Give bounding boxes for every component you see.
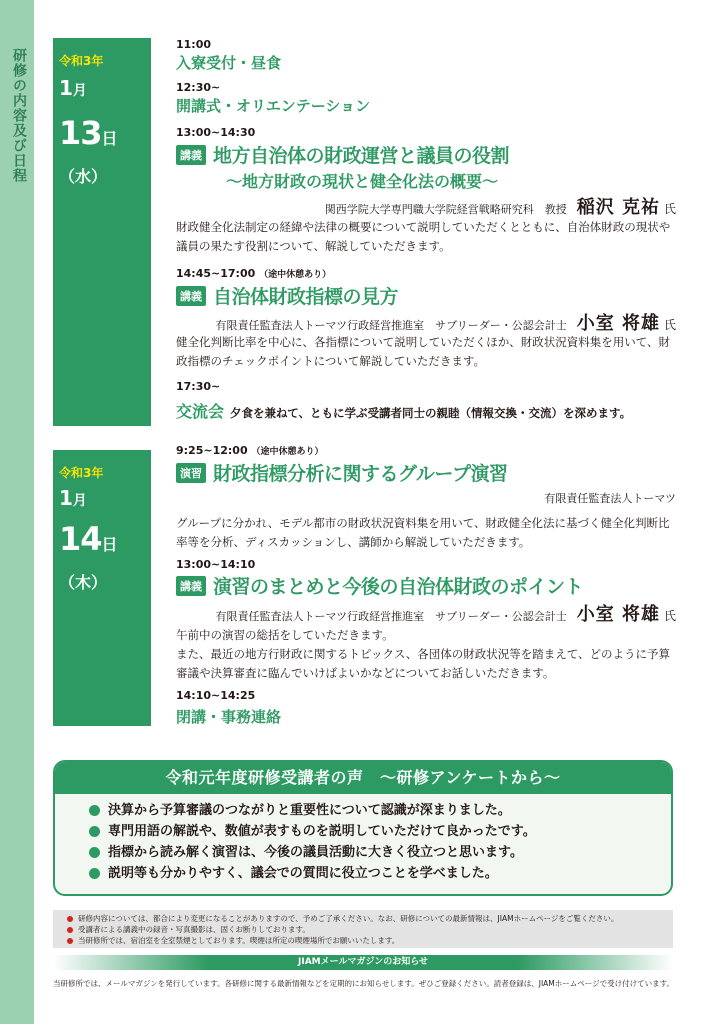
day2-schedule bbox=[176, 444, 676, 726]
speaker-name: 小室 将雄 bbox=[576, 604, 660, 625]
time-slot: 14:10~14:25 bbox=[176, 689, 256, 702]
speaker-organization: 有限責任監査法人トーマツ bbox=[544, 492, 676, 505]
honorific: 氏 bbox=[663, 318, 676, 332]
note-item: 当研修所では、宿泊室を全室禁煙としております。喫煙は所定の喫煙場所でお願いいたします。 bbox=[67, 935, 673, 946]
session-type-badge: 講義 bbox=[176, 145, 206, 165]
speaker-affiliation: 関西学院大学専門職大学院経営戦略研究科 教授 bbox=[324, 203, 567, 216]
list-item: 説明等も分かりやすく、議会での質問に役立つことを学べました。 bbox=[89, 863, 671, 884]
notes-box bbox=[53, 910, 673, 948]
day-month: 1月 bbox=[59, 76, 87, 100]
magazine-title: JIAMメールマガジンのお知らせ bbox=[53, 955, 673, 970]
day-era: 令和3年 bbox=[59, 54, 104, 68]
honorific: 氏 bbox=[663, 202, 676, 216]
day-month: 1月 bbox=[59, 486, 87, 510]
session-title: 演習のまとめと今後の自治体財政のポイント bbox=[213, 576, 584, 598]
bullet-icon bbox=[67, 938, 73, 944]
day-band-14 bbox=[53, 450, 151, 726]
item-heading: 閉講・事務連絡 bbox=[176, 708, 282, 726]
speaker-affiliation: 有限責任監査法人トーマツ行政経営推進室 サブリーダー・公認会計士 bbox=[215, 319, 567, 332]
magazine-text: 当研修所では、メールマガジンを発行しています。各研修に関する最新情報などを定期的にお知らせします。ぜひご登録ください。読者登録は、JIAMホームページで受け付けています。 bbox=[53, 979, 675, 988]
note-item: 研修内容については、都合により変更になることがありますので、予めご了承ください。なお、研修についての最新情報は、JIAMホームページをご覧ください。 bbox=[67, 913, 673, 924]
list-item: 専門用語の解説や、数値が表すものを説明していただけて良かったです。 bbox=[89, 821, 671, 842]
section-title: 研修の内容及び日程 bbox=[11, 48, 27, 183]
day-era: 令和3年 bbox=[59, 466, 104, 480]
voices-list bbox=[55, 794, 671, 884]
speaker-line bbox=[325, 193, 676, 219]
time-slot: 13:00~14:10 bbox=[176, 558, 256, 571]
participant-voices bbox=[53, 760, 673, 896]
item-heading: 入寮受付・昼食 bbox=[176, 54, 282, 72]
speaker-line bbox=[215, 600, 676, 626]
social-event-text: 夕食を兼ねて、ともに学ぶ受講者同士の親睦（情報交換・交流）を深めます。 bbox=[230, 406, 632, 420]
time-slot: 11:00 bbox=[176, 38, 212, 51]
bullet-icon bbox=[89, 847, 100, 858]
day1-schedule bbox=[176, 38, 676, 426]
session-title: 自治体財政指標の見方 bbox=[213, 286, 399, 308]
session-heading bbox=[176, 282, 398, 309]
social-event bbox=[176, 399, 631, 422]
day-band-13 bbox=[53, 38, 151, 426]
session-type-badge: 演習 bbox=[176, 463, 206, 483]
voices-title: 令和元年度研修受講者の声 ～研修アンケートから～ bbox=[55, 762, 671, 794]
note-item: 受講者による講義中の録音・写真撮影は、固くお断りしております。 bbox=[67, 924, 673, 935]
item-heading: 開講式・オリエンテーション bbox=[176, 97, 371, 115]
session-description: 午前中の演習の総括をしていただきます。 bbox=[176, 628, 394, 642]
bullet-icon bbox=[89, 868, 100, 879]
bullet-icon bbox=[67, 927, 73, 933]
session-heading bbox=[176, 141, 509, 168]
session-description: 財政健全化法制定の経緯や法律の概要について説明していただくとともに、自治体財政の現状や議員の果たす役割について、解説していただきます。 bbox=[176, 220, 671, 253]
session-type-badge: 講義 bbox=[176, 576, 206, 596]
session-type-badge: 講義 bbox=[176, 286, 206, 306]
session-subtitle: ～地方財政の現状と健全化法の概要～ bbox=[226, 172, 499, 191]
bullet-icon bbox=[67, 916, 73, 922]
day-date: 13日（水） bbox=[59, 114, 118, 186]
speaker-line bbox=[215, 309, 676, 335]
social-event-label: 交流会 bbox=[176, 402, 225, 421]
bullet-icon bbox=[89, 805, 100, 816]
honorific: 氏 bbox=[663, 609, 676, 623]
time-slot: 14:45~17:00 （途中休憩あり） bbox=[176, 267, 332, 280]
speaker-name: 小室 将雄 bbox=[576, 313, 660, 334]
time-slot: 12:30~ bbox=[176, 81, 221, 94]
time-slot: 17:30~ bbox=[176, 380, 221, 393]
time-slot: 9:25~12:00 （途中休憩あり） bbox=[176, 444, 324, 457]
session-description: また、最近の地方行財政に関するトピックス、各団体の財政状況等を踏まえて、どのように予算審議や決算審査に臨んでいけばよいかなどについてお話しいただきます。 bbox=[176, 647, 671, 680]
bullet-icon bbox=[89, 826, 100, 837]
list-item: 決算から予算審議のつながりと重要性について認識が深まりました。 bbox=[89, 800, 671, 821]
list-item: 指標から読み解く演習は、今後の議員活動に大きく役立つと思います。 bbox=[89, 842, 671, 863]
speaker-affiliation: 有限責任監査法人トーマツ行政経営推進室 サブリーダー・公認会計士 bbox=[215, 610, 567, 623]
session-heading bbox=[176, 459, 507, 486]
session-title: 財政指標分析に関するグループ演習 bbox=[213, 463, 508, 485]
session-description: 健全化判断比率を中心に、各指標について説明していただくほか、財政状況資料集を用いて、財政指標のチェックポイントについて解説していただきます。 bbox=[176, 335, 671, 368]
session-description: グループに分かれ、モデル都市の財政状況資料集を用いて、財政健全化法に基づく健全化判断比率等を分析、ディスカッションし、講師から解説していただきます。 bbox=[176, 516, 670, 549]
time-slot: 13:00~14:30 bbox=[176, 126, 256, 139]
day-date: 14日（木） bbox=[59, 520, 118, 592]
session-title: 地方自治体の財政運営と議員の役割 bbox=[213, 145, 510, 167]
session-heading bbox=[176, 572, 583, 599]
speaker-name: 稲沢 克祐 bbox=[576, 197, 660, 218]
